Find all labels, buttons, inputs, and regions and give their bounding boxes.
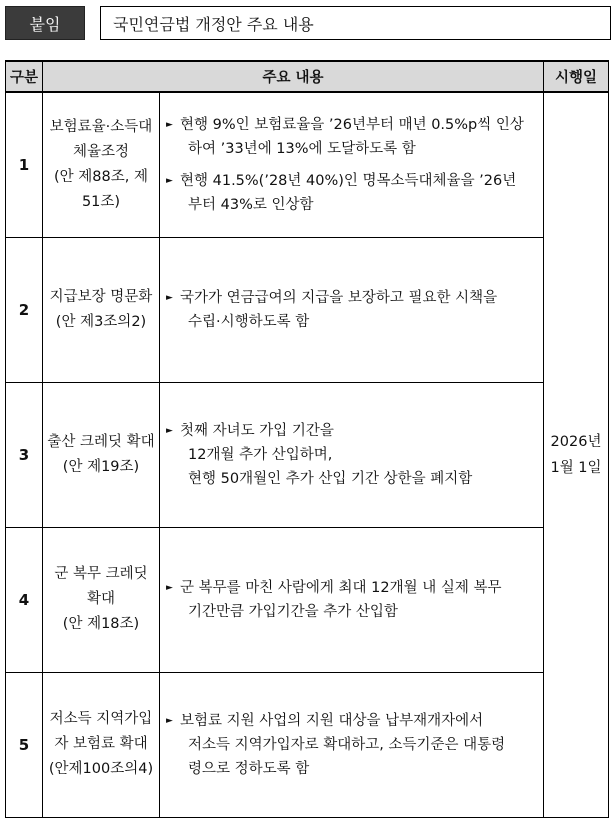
article-reference: (안제100조의4) xyxy=(48,761,154,777)
table-row xyxy=(6,382,609,527)
bullet-text: 현행 50개월인 추가 산입 기간 상한을 폐지함 xyxy=(188,470,473,487)
category-label: 군 복무 크레딧 확대 xyxy=(54,566,148,607)
table-header-row xyxy=(6,61,609,92)
triangle-bullet-icon: ► xyxy=(166,119,173,130)
bullet-item xyxy=(166,286,539,334)
bullet-item xyxy=(166,709,539,781)
row-number: 3 xyxy=(6,382,43,527)
row-content xyxy=(160,527,544,672)
bullet-text: 령으로 정하도록 함 xyxy=(188,760,310,777)
bullet-text: 군 복무를 마친 사람에게 최대 12개월 내 실제 복무 xyxy=(180,579,502,596)
bullet-text: 보험료 지원 사업의 지원 대상을 납부재개자에서 xyxy=(180,712,484,729)
bullet-item xyxy=(166,169,539,217)
category-label: 저소득 지역가입자 보험료 확대 xyxy=(49,711,153,752)
article-reference: (안 제18조) xyxy=(62,616,140,632)
row-category xyxy=(43,527,160,672)
bullet-text: 첫째 자녀도 가입 기간을 xyxy=(180,422,334,439)
bullet-text: 하여 ’33년에 13%에 도달하도록 함 xyxy=(188,140,416,157)
bullet-item xyxy=(166,576,539,624)
bullet-text: 기간만큼 가입기간을 추가 산입함 xyxy=(188,603,398,620)
table-row xyxy=(6,672,609,817)
row-content xyxy=(160,382,544,527)
column-header-date: 시행일 xyxy=(544,61,609,92)
effective-date: 2026년 1월 1일 xyxy=(544,92,609,817)
bullet-text: 12개월 추가 산입하며, xyxy=(188,446,333,463)
triangle-bullet-icon: ► xyxy=(166,582,173,593)
bullet-text: 부터 43%로 인상함 xyxy=(188,196,314,213)
column-header-content: 주요 내용 xyxy=(43,61,544,92)
bullet-text: 국가가 연금급여의 지급을 보장하고 필요한 시책을 xyxy=(180,289,498,306)
attachment-badge: 붙임 xyxy=(5,6,85,40)
column-header-no: 구분 xyxy=(6,61,43,92)
attachment-header xyxy=(5,6,611,40)
row-number: 2 xyxy=(6,237,43,382)
row-content xyxy=(160,237,544,382)
row-category xyxy=(43,672,160,817)
article-reference: (안 제3조의2) xyxy=(55,313,147,330)
bullet-text: 수립·시행하도록 함 xyxy=(188,313,310,330)
table-row xyxy=(6,527,609,672)
triangle-bullet-icon: ► xyxy=(166,425,173,436)
article-reference: (안 제88조, 제51조) xyxy=(54,168,148,210)
row-number: 4 xyxy=(6,527,43,672)
amendment-summary-table xyxy=(5,60,609,818)
bullet-text: 저소득 지역가입자로 확대하고, 소득기준은 대통령 xyxy=(188,736,506,753)
category-label: 보험료율·소득대체율조정 xyxy=(49,118,153,160)
table-row xyxy=(6,92,609,237)
row-content xyxy=(160,672,544,817)
triangle-bullet-icon: ► xyxy=(166,292,173,303)
document-title: 국민연금법 개정안 주요 내용 xyxy=(100,6,611,40)
article-reference: (안 제19조) xyxy=(62,458,140,475)
bullet-item xyxy=(166,113,539,161)
bullet-text: 현행 9%인 보험료율을 ’26년부터 매년 0.5%p씩 인상 xyxy=(180,116,524,133)
category-label: 지급보장 명문화 xyxy=(49,288,153,305)
table-row xyxy=(6,237,609,382)
row-number: 1 xyxy=(6,92,43,237)
row-content xyxy=(160,92,544,237)
row-category xyxy=(43,382,160,527)
row-category xyxy=(43,92,160,237)
category-label: 출산 크레딧 확대 xyxy=(47,433,155,450)
triangle-bullet-icon: ► xyxy=(166,715,173,726)
row-category xyxy=(43,237,160,382)
row-number: 5 xyxy=(6,672,43,817)
bullet-text: 현행 41.5%(’28년 40%)인 명목소득대체율을 ’26년 xyxy=(180,172,517,189)
bullet-item xyxy=(166,419,539,491)
triangle-bullet-icon: ► xyxy=(166,175,173,186)
